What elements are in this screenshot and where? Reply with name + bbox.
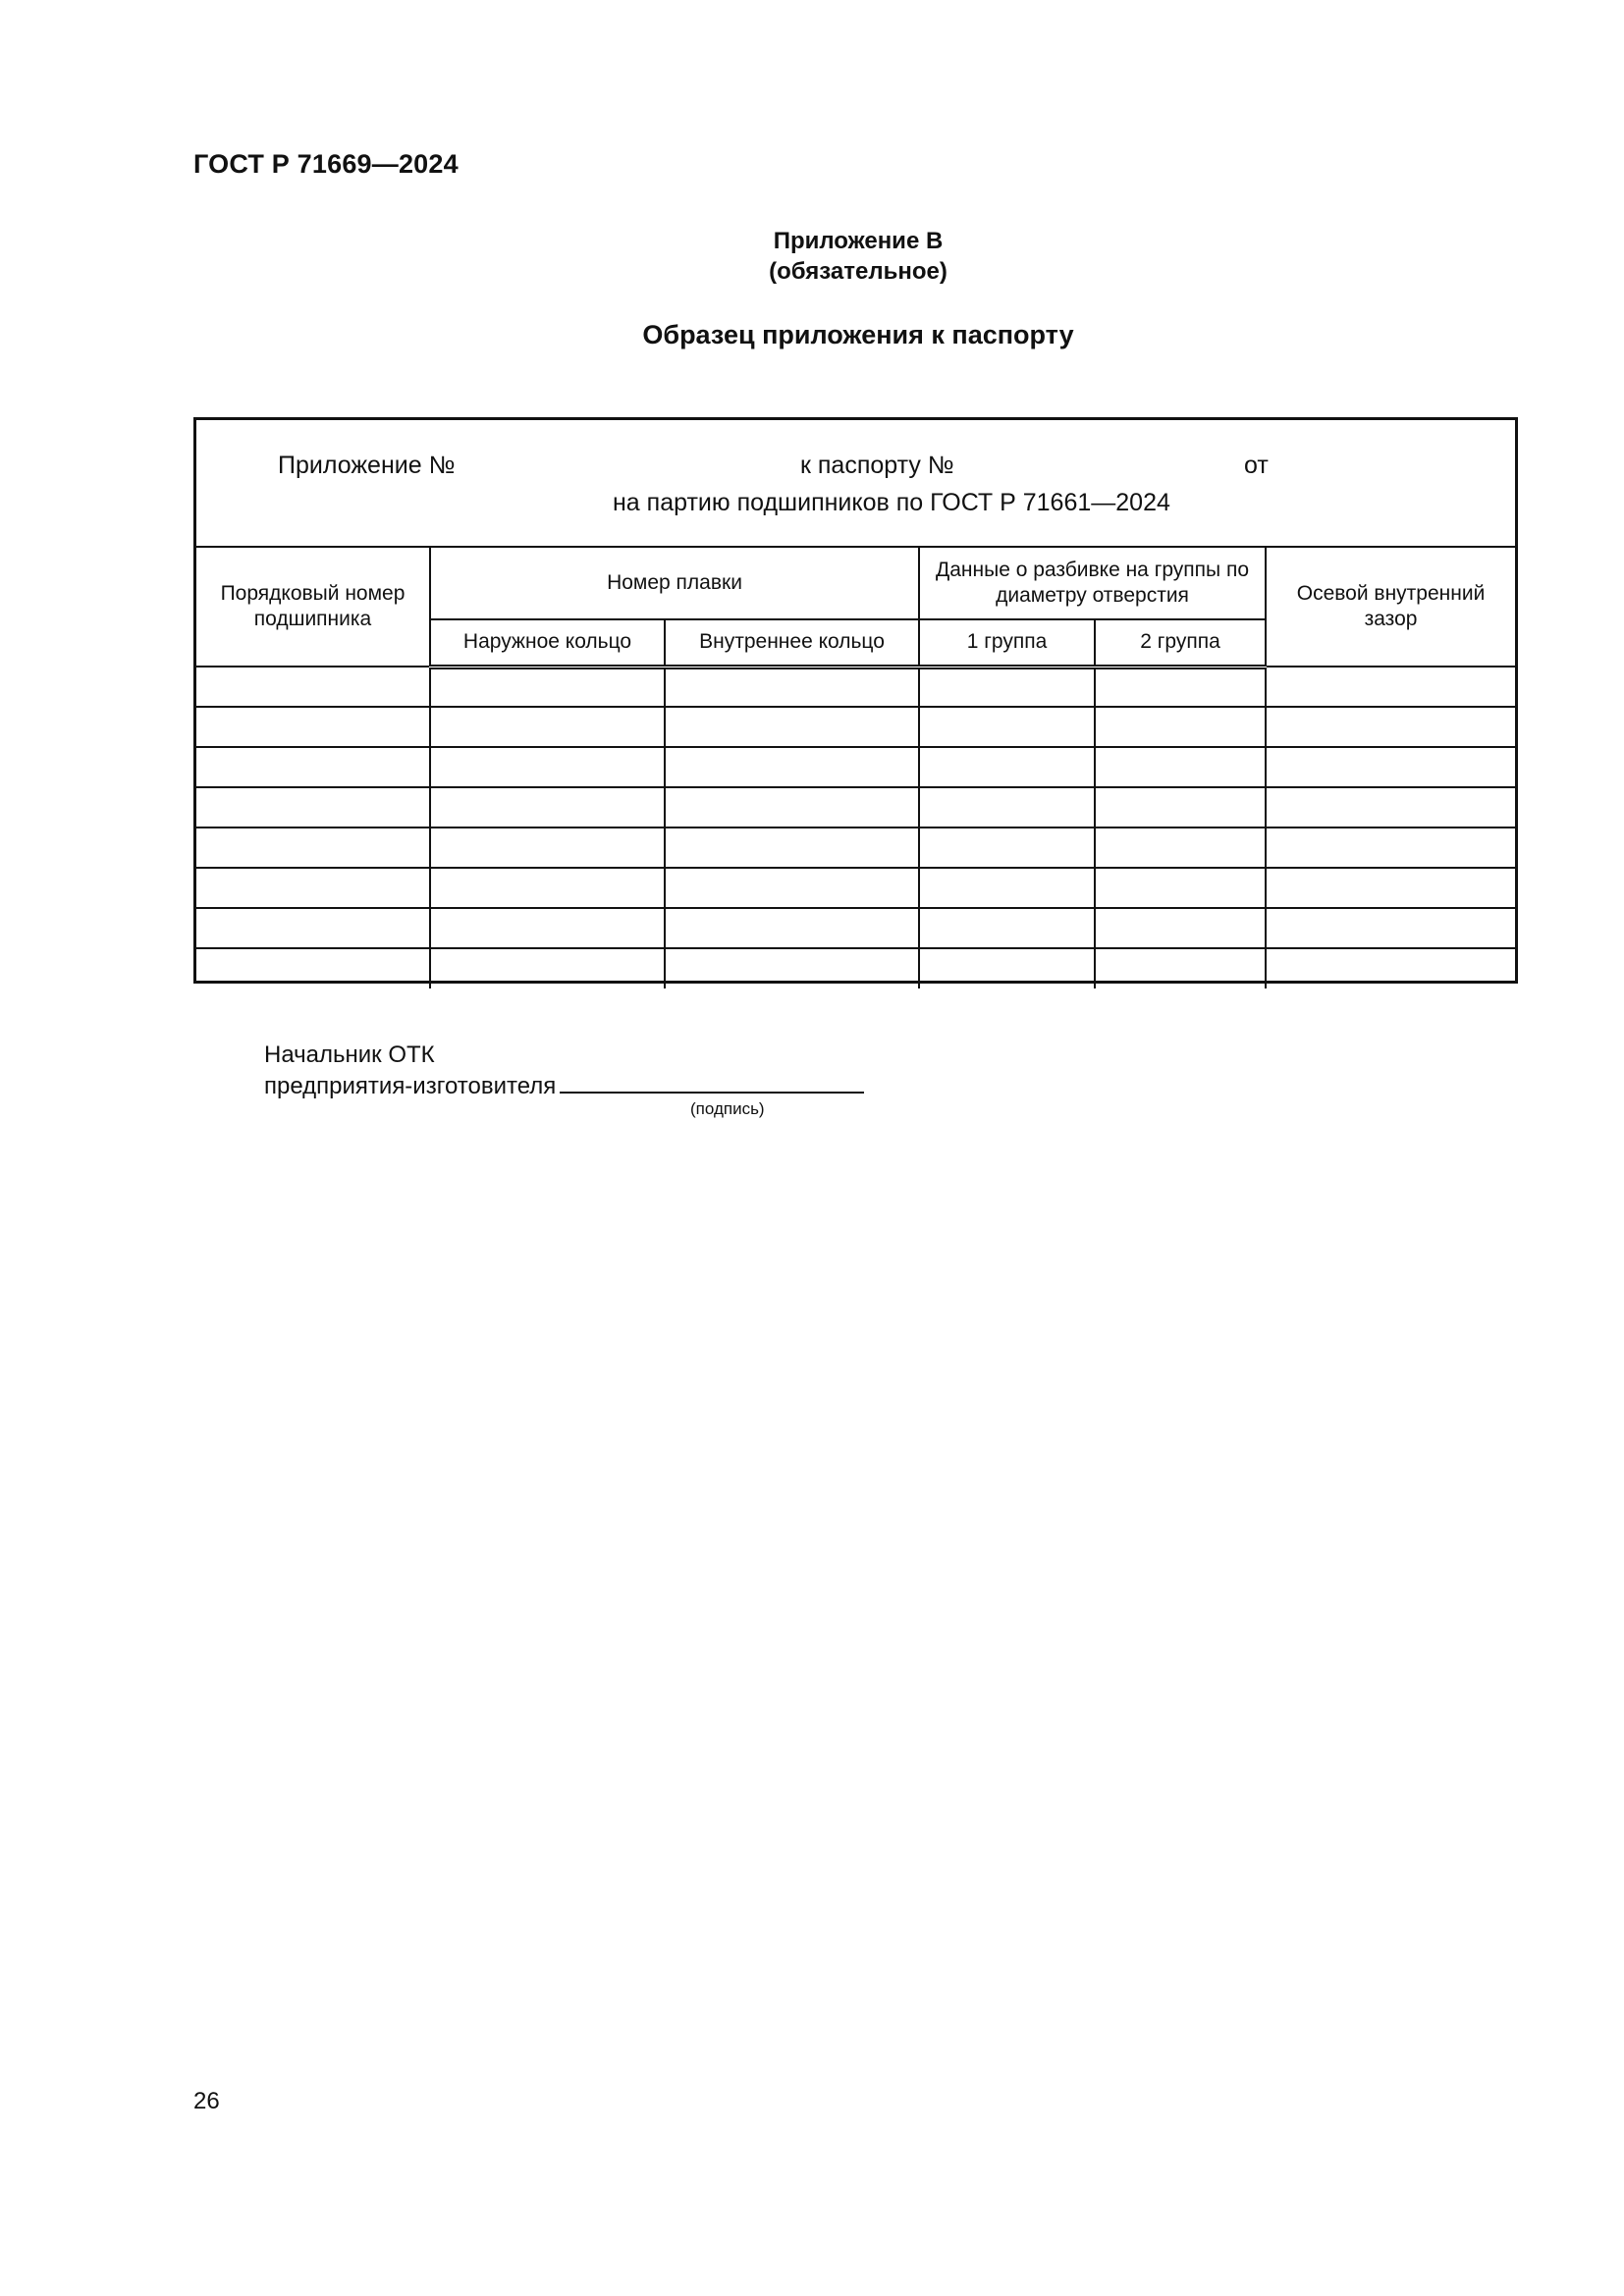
table-cell[interactable] [1266,747,1515,787]
table-cell[interactable] [919,707,1095,747]
signature-block [264,1041,864,1101]
table-cell[interactable] [196,747,430,787]
table-row [196,828,1515,868]
table-cell[interactable] [1266,868,1515,908]
table-cell[interactable] [1266,667,1515,707]
signature-caption: (подпись) [690,1099,765,1118]
table-cell[interactable] [1095,828,1266,868]
table-cell[interactable] [665,787,919,828]
table-row [196,948,1515,988]
document-code: ГОСТ Р 71669—2024 [193,149,459,179]
col-header-group-1: 1 группа [919,619,1095,667]
table-cell[interactable] [430,707,665,747]
table-cell[interactable] [1095,787,1266,828]
form-title: Образец приложения к паспорту [642,320,1074,349]
table-cell[interactable] [430,828,665,868]
table-cell[interactable] [665,908,919,948]
table-cell[interactable] [1095,707,1266,747]
table-row [196,747,1515,787]
table-cell[interactable] [1266,908,1515,948]
table-cell[interactable] [919,787,1095,828]
signature-title: Начальник ОТК [264,1041,435,1068]
table-cell[interactable] [1266,707,1515,747]
table-row [196,908,1515,948]
table-cell[interactable] [1266,787,1515,828]
table-row [196,707,1515,747]
table-cell[interactable] [665,747,919,787]
table-cell[interactable] [1095,908,1266,948]
table-cell[interactable] [1095,868,1266,908]
table-cell[interactable] [196,868,430,908]
table-cell[interactable] [430,908,665,948]
passport-appendix-form [193,417,1518,984]
signature-line[interactable] [560,1070,864,1094]
table-cell[interactable] [919,667,1095,707]
signature-organization-label: предприятия-изготовителя [264,1073,557,1099]
passport-number-label: к паспорту № [800,452,954,479]
table-cell[interactable] [430,747,665,787]
table-cell[interactable] [665,948,919,988]
table-row [196,667,1515,707]
table-cell[interactable] [919,908,1095,948]
table-cell[interactable] [1095,667,1266,707]
appendix-title: Приложение В [773,228,944,254]
col-header-inner-ring: Внутреннее кольцо [665,619,919,667]
date-from-label: от [1244,452,1269,479]
table-cell[interactable] [430,868,665,908]
table-cell[interactable] [665,868,919,908]
col-header-group-2: 2 группа [1095,619,1266,667]
table-row [196,868,1515,908]
table-cell[interactable] [196,787,430,828]
table-cell[interactable] [1095,747,1266,787]
table-cell[interactable] [196,828,430,868]
table-cell[interactable] [665,828,919,868]
col-header-heat-number: Номер плавки [430,547,919,619]
signature-organization [264,1070,864,1101]
table-cell[interactable] [665,707,919,747]
table-cell[interactable] [919,828,1095,868]
table-cell[interactable] [430,787,665,828]
table-cell[interactable] [1095,948,1266,988]
col-header-serial-number: Порядковый номер подшипника [196,547,430,667]
table-cell[interactable] [665,667,919,707]
appendix-number-label: Приложение № [278,452,456,479]
batch-standard-label: на партию подшипников по ГОСТ Р 71661—2024 [613,489,1170,516]
table-cell[interactable] [1266,828,1515,868]
table-cell[interactable] [919,868,1095,908]
table-row [196,787,1515,828]
col-header-axial-clearance: Осевой внутренний зазор [1266,547,1515,667]
appendix-status: (обязательное) [769,258,947,285]
table-cell[interactable] [1266,948,1515,988]
table-cell[interactable] [196,908,430,948]
table-cell[interactable] [196,667,430,707]
table-cell[interactable] [919,747,1095,787]
page-number: 26 [193,2088,220,2114]
col-header-diameter-groups: Данные о разбивке на группы по диаметру отверстия [919,547,1266,619]
table-cell[interactable] [919,948,1095,988]
col-header-outer-ring: Наружное кольцо [430,619,665,667]
table-cell[interactable] [196,948,430,988]
table-cell[interactable] [430,667,665,707]
table-cell[interactable] [430,948,665,988]
table-cell[interactable] [196,707,430,747]
bearings-table [196,546,1515,988]
